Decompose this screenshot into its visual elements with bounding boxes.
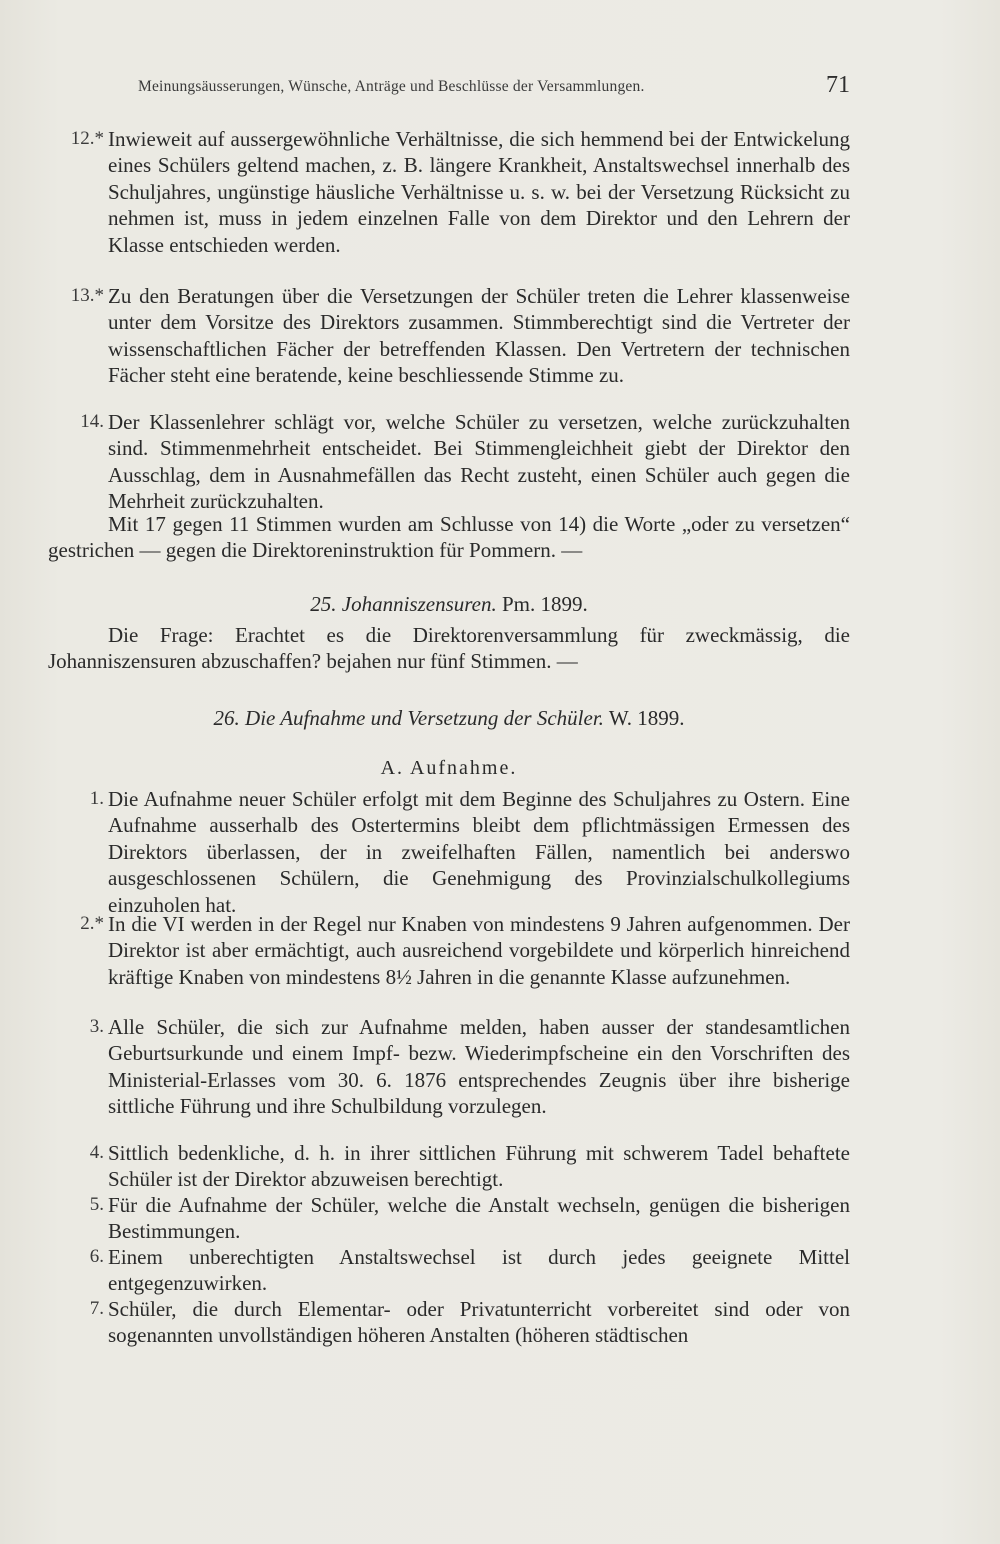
item-number: 13.* (70, 285, 104, 306)
item-text: Zu den Beratungen über die Versetzungen der Schüler treten die Lehrer klassenweise unter dem Vorsitze des Direktors zusammen. Stimmberechtigt sind die Vertreter der wissenschaftlichen Fächer der betreffenden Klassen. Den Vertretern der technischen Fächer steht eine beratende, keine beschliessende Stimme zu. (108, 284, 850, 388)
item-number: 6. (89, 1246, 104, 1267)
list-item (89, 1296, 850, 1349)
item-text: Alle Schüler, die sich zur Aufnahme melden, haben ausser der standesamtlichen Geburtsurkunde und einem Impf- bezw. Wiederimpfscheine ein den Vorschriften des Ministerial-Erlasses vom 30. 6. 1876 entsprechendes Zeugnis über ihre bisherige sittliche Führung und ihre Schulbildung vorzulegen. (108, 1015, 850, 1119)
section-meta: Pm. 1899. (501, 592, 588, 616)
section-heading-26 (48, 704, 850, 732)
item-number: 3. (89, 1016, 104, 1037)
list-item (89, 1014, 850, 1120)
item-text: Sittlich bedenkliche, d. h. in ihrer sittlichen Führung mit schwerem Tadel behaftete Schüler ist der Direktor abzuweisen berechtigt. (108, 1141, 850, 1192)
item-number: 12.* (70, 128, 104, 149)
list-item (89, 1244, 850, 1297)
page-number: 71 (826, 72, 850, 98)
item-text: Einem unberechtigten Anstaltswechsel ist durch jedes geeignete Mittel entgegenzuwirken. (108, 1245, 850, 1296)
item-text: Schüler, die durch Elementar- oder Privatunterricht vorbereitet sind oder von sogenannten unvollständigen höheren Anstalten (höheren städtischen (108, 1297, 850, 1348)
subheading: A. Aufnahme. (380, 757, 518, 779)
item-text: Für die Aufnahme der Schüler, welche die Anstalt wechseln, genügen die bisherigen Bestimmungen. (108, 1193, 850, 1244)
item-number: 4. (89, 1142, 104, 1163)
section-title: Die Aufnahme und Versetzung der Schüler. (245, 706, 604, 730)
item-number: 2.* (80, 913, 104, 934)
page-header (138, 70, 850, 106)
item-number: 1. (89, 788, 104, 809)
list-item (70, 126, 850, 258)
item-number: 5. (89, 1194, 104, 1215)
question-paragraph: Die Frage: Erachtet es die Direktorenversammlung für zweckmässig, die Johanniszensuren abzuschaffen? bejahen nur fünf Stimmen. — (48, 623, 850, 674)
section-title: Johanniszensuren. (341, 592, 497, 616)
item-text: Die Aufnahme neuer Schüler erfolgt mit dem Beginne des Schuljahres zu Ostern. Eine Aufnahme ausserhalb des Ostertermins bleibt dem pflichtmässigen Ermessen des Direktors überlassen, der in zweifelhaften Fällen, namentlich bei anderswo ausgeschlossenen Schülern, die Genehmigung des Provinzialschulkollegiums einzuholen hat. (108, 787, 850, 917)
section-number: 25. (310, 592, 337, 616)
list-item (80, 409, 850, 515)
vote-paragraph: Mit 17 gegen 11 Stimmen wurden am Schlusse von 14) die Worte „oder zu versetzen“ gestrichen — gegen die Direktoreninstruktion für Pommern. — (48, 512, 850, 563)
item-text: Inwieweit auf aussergewöhnliche Verhältnisse, die sich hemmend bei der Entwickelung eines Schülers geltend machen, z. B. längere Krankheit, Anstaltswechsel innerhalb des Schuljahres, ungünstige häusliche Verhältnisse u. s. w. bei der Versetzung Rücksicht zu nehmen ist, muss in jedem einzelnen Falle von dem Direktor und den Lehrern der Klasse entschieden werden. (108, 127, 850, 257)
list-item (70, 283, 850, 389)
list-item (80, 911, 850, 990)
list-item (89, 1192, 850, 1245)
running-title: Meinungsäusserungen, Wünsche, Anträge und Beschlüsse der Versammlungen. (138, 78, 645, 95)
section-meta: W. 1899. (608, 706, 685, 730)
section-number: 26. (213, 706, 240, 730)
item-number: 14. (80, 411, 104, 432)
item-text: Der Klassenlehrer schlägt vor, welche Schüler zu versetzen, welche zurückzuhalten sind. Stimmenmehrheit entscheidet. Bei Stimmengleichheit giebt der Direktor den Ausschlag, dem in Ausnahmefällen das Recht zusteht, einen Schüler auch gegen die Mehrheit zurückzuhalten. (108, 410, 850, 514)
item-text: In die VI werden in der Regel nur Knaben von mindestens 9 Jahren aufgenommen. Der Direktor ist aber ermächtigt, auch ausreichend vorgebildete und körperlich hinreichend kräftige Knaben von mindestens 8½ Jahren in die genannte Klasse aufzunehmen. (108, 912, 850, 989)
item-number: 7. (89, 1298, 104, 1319)
list-item (89, 1140, 850, 1193)
section-heading-25 (48, 590, 850, 618)
list-item (89, 786, 850, 918)
